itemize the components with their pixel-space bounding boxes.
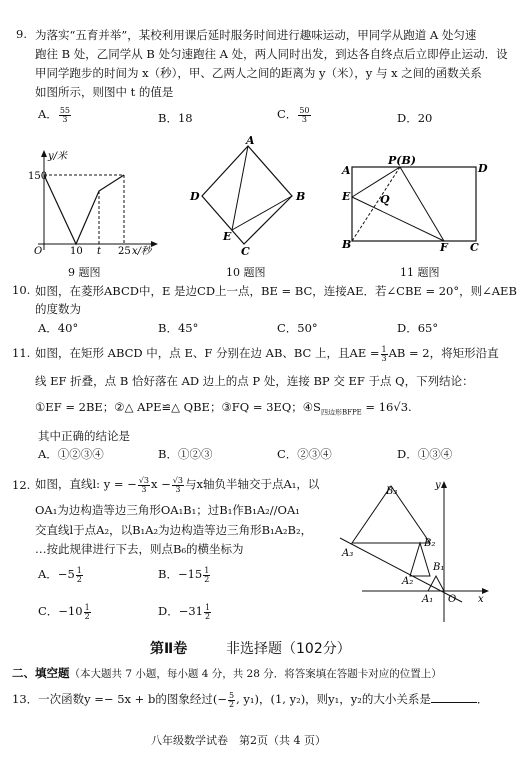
part-2-title-left: 第Ⅱ卷 <box>150 641 188 657</box>
figure-11-caption: 11 题图 <box>400 266 440 279</box>
q12-option-b: B．−15 $\frac{1}{2}$ <box>158 565 210 584</box>
figure-12-triangles <box>338 474 508 624</box>
fig11-label-q: Q <box>380 193 390 206</box>
q11-line-1: 如图，在矩形 ABCD 中，点 E、F 分别在边 AB、BC 上，且AE = $\frac{1}{3}$ AB = 2，将矩形沿直 <box>35 344 499 363</box>
q12-line-2: OA₁为边构造等边三角形OA₁B₁；过B₁作B₁A₂//OA₁ <box>35 503 300 517</box>
fig9-y-tick: 150 <box>28 171 48 182</box>
fig11-label-c: C <box>470 241 479 254</box>
fig11-label-b: B <box>342 238 352 251</box>
q12-line-3: 交直线l于点A₂，以B₁A₂为边构造等边三角形B₁A₂B₂， <box>35 523 313 537</box>
q9-option-a: A． $\frac{55}{3}$ <box>38 105 70 124</box>
q12-line-4: …按此规律进行下去，则点B₆的横坐标为 <box>35 542 244 556</box>
fig10-label-b: B <box>296 190 306 203</box>
figure-10-rhombus <box>180 134 320 258</box>
q12-option-d: D．−31 $\frac{1}{2}$ <box>158 602 211 621</box>
fig11-label-e: E <box>342 190 351 203</box>
q9-option-d: D．20 <box>397 111 433 125</box>
fig10-rhombus <box>202 146 292 244</box>
fig9-graph-line <box>44 175 124 244</box>
fig11-segment-pe <box>352 167 400 197</box>
fig9-x-tick-25: 25 <box>118 246 131 257</box>
q11-line-2: 线 EF 折叠，点 B 恰好落在 AD 边上的点 P 处，连接 BP 交 EF 于点 Q，下列结论： <box>35 374 474 388</box>
fig12-label-a2: A₂ <box>402 576 414 587</box>
fig11-segment-pf <box>400 167 444 241</box>
q12-option-a: A．−5 $\frac{1}{2}$ <box>38 565 82 584</box>
fig12-label-x: x <box>478 594 484 605</box>
figure-9-caption: 9 题图 <box>68 266 101 279</box>
fig11-segment-bp <box>352 167 400 241</box>
q9-option-c: C． $\frac{50}{3}$ <box>277 105 310 124</box>
fig11-label-f: F <box>440 241 448 254</box>
q11-option-b: B．①②③ <box>158 447 213 461</box>
fig11-label-p: P(B) <box>388 154 416 167</box>
q9-line-4: 如图所示，则图中 t 的值是 <box>35 85 174 99</box>
fig9-x-arrow <box>151 241 158 247</box>
fig11-label-a: A <box>342 164 351 177</box>
q10-line-1: 如图，在菱形ABCD中，E 是边CD上一点，BE = BC，连接AE．若∠CBE = 20°，则∠AEB <box>35 284 517 298</box>
fig9-x-tick-10: 10 <box>70 246 83 257</box>
fig10-label-d: D <box>190 190 200 203</box>
q9-number: 9. <box>16 27 27 41</box>
q10-line-2: 的度数为 <box>35 302 81 316</box>
fig10-segment-ae <box>232 146 248 230</box>
fig9-x-label: x/秒 <box>132 246 152 257</box>
section-2-heading: 二、填空题（本大题共 7 小题，每小题 4 分，共 28 分．将答案填在答题卡对应的位置上） <box>12 666 442 680</box>
fig9-y-arrow <box>41 150 47 157</box>
fig9-y-label: y/米 <box>48 151 68 162</box>
q11-line-4: 其中正确的结论是 <box>38 429 130 443</box>
q9-option-b: B．18 <box>158 111 193 125</box>
fig10-label-c: C <box>241 245 250 258</box>
q9-line-1: 为落实“五育并举”，某校利用课后延时服务时间进行趣味运动，甲同学从跑道 A 处匀速 <box>35 28 477 42</box>
q12-line-1: 如图，直线l: y = − $\frac{√3}{3}$ x − $\frac{√3}{3}$ 与x轴负半轴交于点A₁，以 <box>35 475 320 494</box>
fig10-label-a: A <box>246 134 255 147</box>
q9-line-3: 甲同学跑步的时间为 x（秒），甲、乙两人之间的距离为 y（米），y 与 x 之间的函数关系 <box>35 66 482 80</box>
fig12-label-b2: B₂ <box>424 538 436 549</box>
fig12-label-b3: B₃ <box>386 486 398 497</box>
q10-option-d: D．65° <box>397 321 439 335</box>
q13-answer-blank <box>431 690 477 703</box>
fig9-x-tick-t: t <box>97 246 102 257</box>
fig11-rectangle <box>352 167 476 241</box>
q11-option-a: A．①②③④ <box>38 447 104 461</box>
q10-option-b: B．45° <box>158 321 199 335</box>
q13-line: 13．一次函数y =− 5x + b的图象经过(− $\frac{5}{2}$ , y₁)，(1, y₂)，则y₁，y₂的大小关系是 ． <box>12 690 489 709</box>
q12-number: 12. <box>12 478 31 492</box>
fig9-origin: O <box>34 246 43 257</box>
fig12-label-a3: A₃ <box>342 548 354 559</box>
fig11-label-d: D <box>478 162 488 175</box>
q9-line-2: 跑往 B 处，乙同学从 B 处匀速跑往 A 处，两人同时出发，到达各自终点后立即停止运动．设 <box>35 47 508 61</box>
figure-9-graph <box>28 148 160 258</box>
fig12-label-a1: A₁ <box>422 594 434 605</box>
figure-10-caption: 10 题图 <box>226 266 266 279</box>
fig10-segment-be <box>232 196 292 230</box>
fig12-y-arrow <box>441 481 447 488</box>
q10-option-c: C．50° <box>277 321 318 335</box>
q11-option-d: D．①③④ <box>397 447 453 461</box>
fig12-label-y: y <box>435 480 441 491</box>
q11-option-c: C．②③④ <box>277 447 332 461</box>
q12-option-c: C．−10 $\frac{1}{2}$ <box>38 602 90 621</box>
fig12-label-b1: B₁ <box>433 562 445 573</box>
q11-number: 11. <box>12 346 31 360</box>
q10-number: 10. <box>12 283 31 297</box>
fig12-label-o: O <box>448 594 457 605</box>
part-2-title-right: 非选择题（102分） <box>226 641 351 657</box>
q11-line-3: ①EF = 2BE；②△ APE≌△ QBE；③FQ = 3EQ；$④S_{四边形BFPE} = 16√3$. <box>35 400 412 417</box>
q10-option-a: A．40° <box>38 321 79 335</box>
fig10-label-e: E <box>223 230 232 243</box>
page-footer: 八年级数学试卷 第2页（共 4 页） <box>151 734 326 747</box>
figure-11-rectangle <box>338 150 498 258</box>
